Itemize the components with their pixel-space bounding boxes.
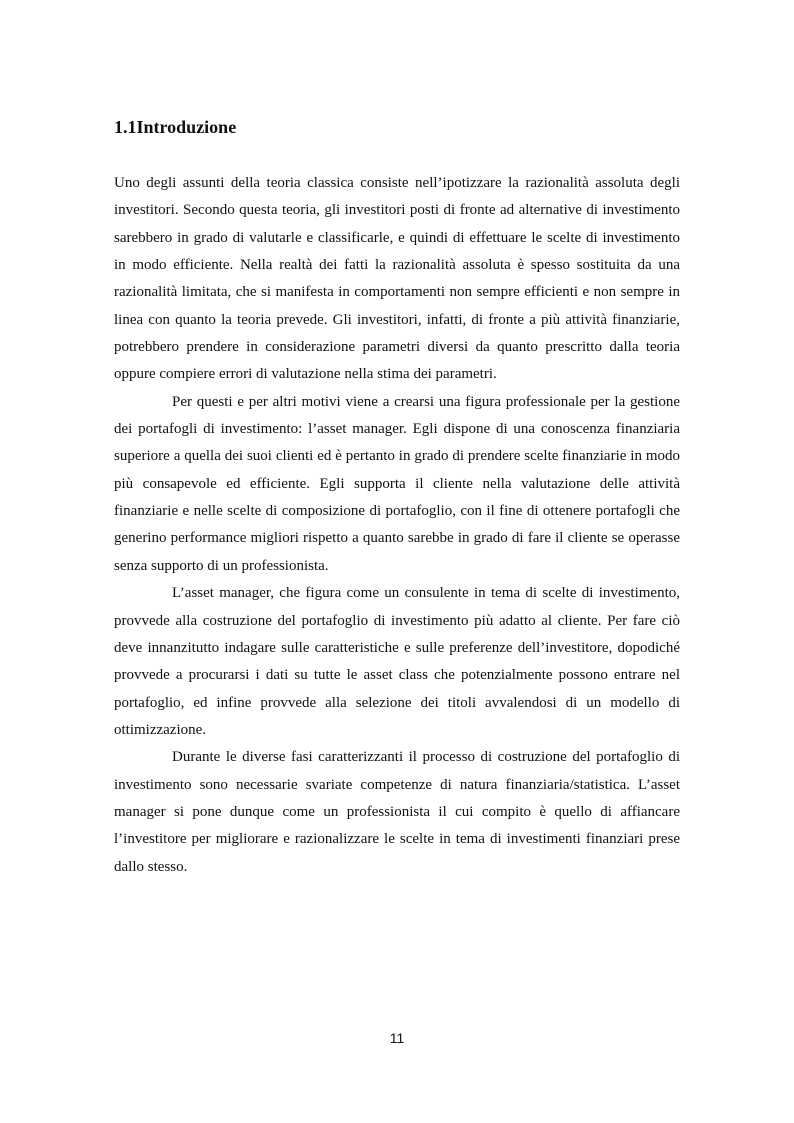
section-heading: 1.1Introduzione <box>114 117 237 137</box>
paragraph-intro: Uno degli assunti della teoria classica consiste nell’ipotizzare la razionalità assoluta degli investitori. Secondo questa teoria, gli investitori posti di fronte ad alternative di investimento sarebbero in grado di valutarle e classificarle, e quindi di effettuare le scelte di investimento in modo efficiente. Nella realtà dei fatti la razionalità assoluta è spesso sostituita da una razionalità limitata, che si manifesta in comportamenti non sempre efficienti e non sempre in linea con quanto la teoria prevede. Gli investitori, infatti, di fronte a più attività finanziarie, potrebbero prendere in considerazione parametri diversi da quanto prescritto dalla teoria oppure compiere errori di valutazione nella stima dei parametri. <box>114 175 680 383</box>
page-number: 11 <box>389 1030 405 1046</box>
paragraph-asset-manager-role: Per questi e per altri motivi viene a crearsi una figura professionale per la gestione dei portafogli di investimento: l’asset manager. Egli dispone di una conoscenza finanziaria superiore a quella dei suoi clienti ed è pertanto in grado di prendere scelte finanziarie in modo più consapevole ed efficiente. Egli supporta il cliente nella valutazione delle attività finanziarie e nelle scelte di composizione di portafoglio, con il fine di ottenere portafogli che generino performance migliori rispetto a quanto sarebbe in grado di fare il cliente se operasse senza supporto di un professionista. <box>114 393 680 574</box>
paragraph-portfolio-construction: L’asset manager, che figura come un consulente in tema di scelte di investimento, provvede alla costruzione del portafoglio di investimento più adatto al cliente. Per fare ciò deve innanzitutto indagare sulle caratteristiche e sulle preferenze dell’investitore, dopodiché provvede a procurarsi i dati su tutte le asset class che potenzialmente possono entrare nel portafoglio, ed infine provvede alla selezione dei titoli avvalendosi di un modello di ottimizzazione. <box>114 585 680 738</box>
body-text <box>114 170 680 881</box>
paragraph-competences: Durante le diverse fasi caratterizzanti il processo di costruzione del portafoglio di investimento sono necessarie svariate competenze di natura finanziaria/statistica. L’asset manager si pone dunque come un professionista il cui compito è quello di affiancare l’investitore per migliorare e razionalizzare le scelte in tema di investimenti finanziari prese dallo stesso. <box>114 749 680 875</box>
